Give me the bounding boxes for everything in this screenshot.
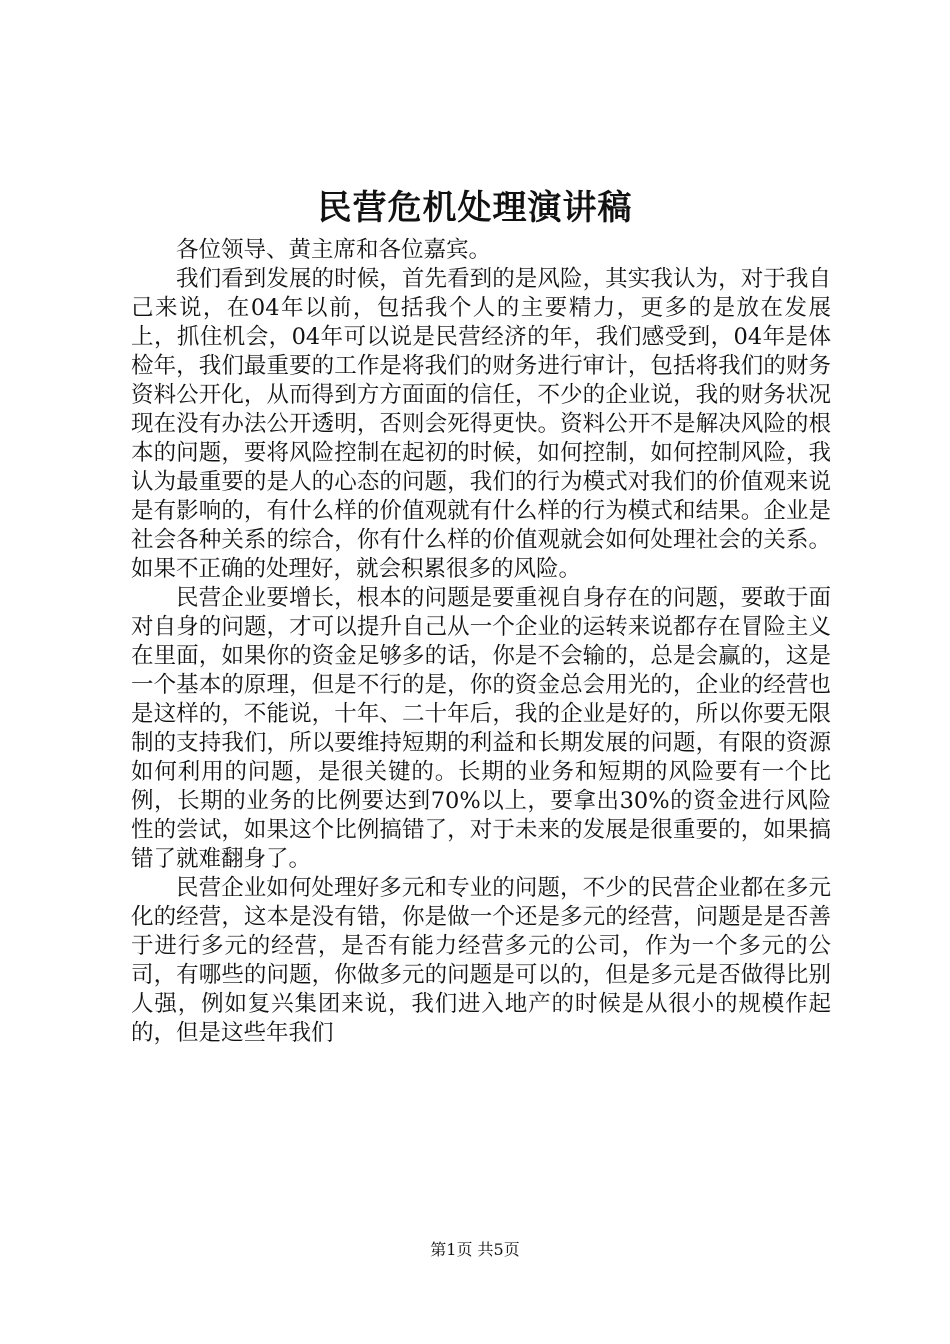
paragraph-salutation: 各位领导、黄主席和各位嘉宾。 (176, 237, 492, 263)
paragraph: 民营企业要增长，根本的问题是要重视自身存在的问题，要敢于面对自身的问题，才可以提升自己从一个企业的运转来说都存在冒险主义在里面，如果你的资金足够多的话，你是不会输的，总是会赢的，这是一个基本的原理，但是不行的是，你的资金总会用光的，企业的经营也是这样的，不能说，十年、二十年后，我的企业是好的，所以你要无限制的支持我们，所以要维持短期的利益和长期发展的问题，有限的资源如何利用的问题，是很关键的。长期的业务和短期的风险要有一个比例，长期的业务的比例要达到70%以上，要拿出30%的资金进行风险性的尝试，如果这个比例搞错了，对于未来的发展是很重要的，如果搞错了就难翻身了。 (131, 585, 831, 872)
paragraph: 民营企业如何处理好多元和专业的问题，不少的民营企业都在多元化的经营，这本是没有错，你是做一个还是多元的经营，问题是是否善于进行多元的经营，是否有能力经营多元的公司，作为一个多元的公司，有哪些的问题，你做多元的问题是可以的，但是多元是否做得比别人强，例如复兴集团来说，我们进入地产的时候是从很小的规模作起的，但是这些年我们 (131, 875, 831, 1046)
page-title: 民营危机处理演讲稿 (317, 188, 633, 228)
paragraph: 我们看到发展的时候，首先看到的是风险，其实我认为，对于我自己来说，在04年以前，包括我个人的主要精力，更多的是放在发展上，抓住机会，04年可以说是民营经济的年，我们感受到，04年是体检年，我们最重要的工作是将我们的财务进行审计，包括将我们的财务资料公开化，从而得到方方面面的信任，不少的企业说，我的财务状况现在没有办法公开透明，否则会死得更快。资料公开不是解决风险的根本的问题，要将风险控制在起初的时候，如何控制，如何控制风险，我认为最重要的是人的心态的问题，我们的行为模式对我们的价值观来说是有影响的，有什么样的价值观就有什么样的行为模式和结果。企业是社会各种关系的综合，你有什么样的价值观就会如何处理社会的关系。如果不正确的处理好，就会积累很多的风险。 (131, 266, 831, 582)
document-body (131, 236, 831, 1048)
page-footer: 第1页 共5页 (430, 1240, 520, 1259)
